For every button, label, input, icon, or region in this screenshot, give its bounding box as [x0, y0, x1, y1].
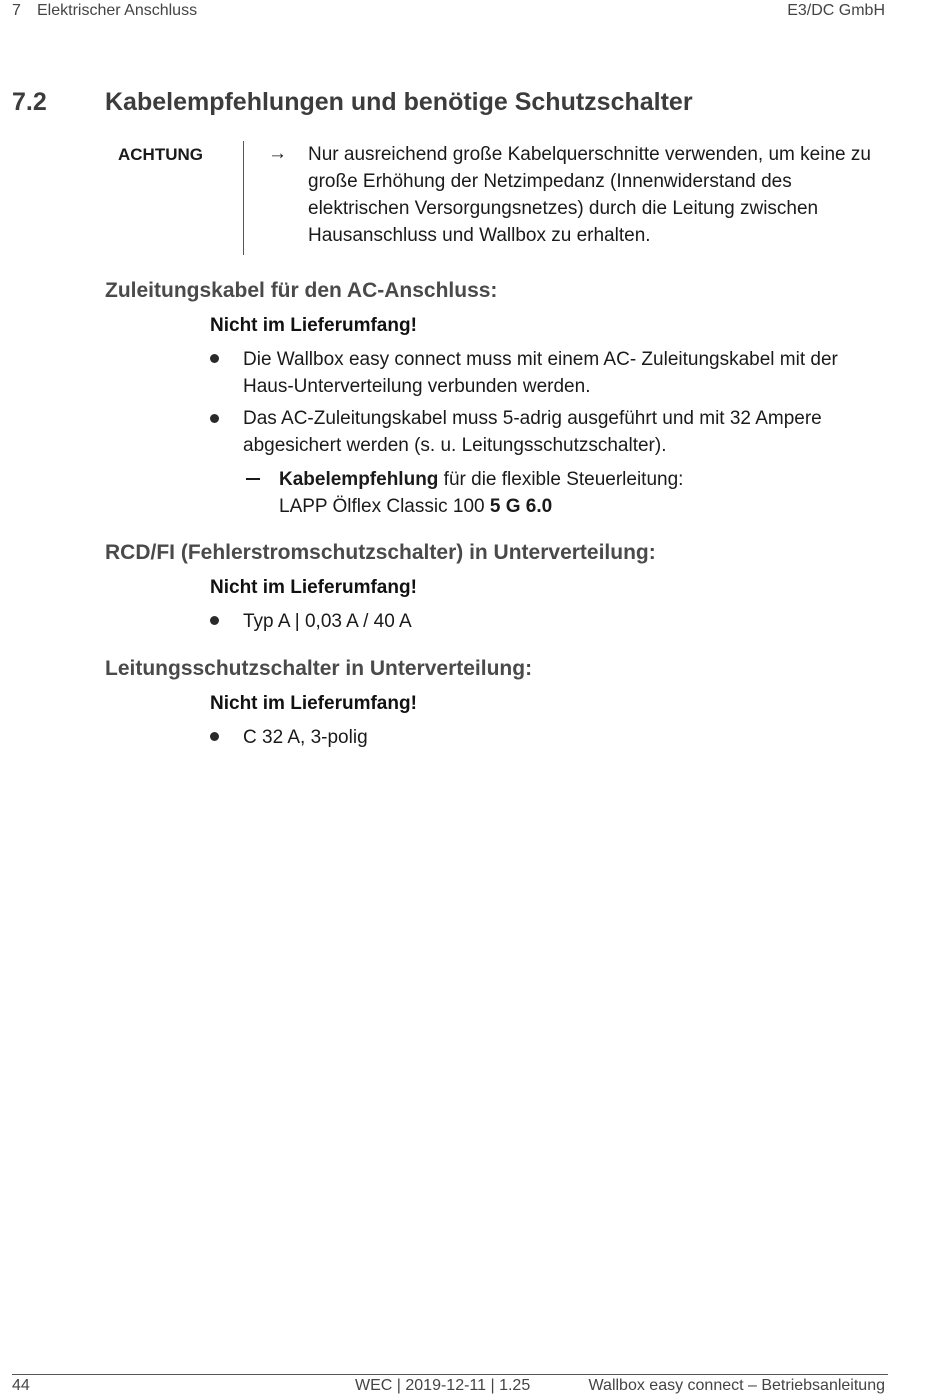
bullet-icon	[210, 414, 219, 423]
rcd-heading: RCD/FI (Fehlerstromschutzschalter) in Unterverteilung:	[105, 541, 656, 564]
breaker-heading: Leitungsschutzschalter in Unterverteilung:	[105, 657, 533, 680]
rcd-note: Nicht im Lieferumfang!	[210, 577, 417, 598]
footer-manual-title: Wallbox easy connect – Betriebsanleitung	[588, 1377, 885, 1394]
dash-icon	[246, 478, 260, 480]
bullet-icon	[210, 616, 219, 625]
footer-divider	[12, 1374, 888, 1375]
list-item: C 32 A, 3-polig	[243, 727, 368, 748]
header-company: E3/DC GmbH	[787, 2, 885, 19]
recommendation-product: LAPP Ölflex Classic 100	[279, 496, 490, 517]
header-chapter-title: Elektrischer Anschluss	[37, 2, 198, 19]
section-number: 7.2	[12, 88, 47, 116]
supply-cable-heading: Zuleitungskabel für den AC-Anschluss:	[105, 279, 498, 302]
arrow-right-icon: →	[268, 143, 287, 164]
list-item: Typ A | 0,03 A / 40 A	[243, 611, 412, 632]
warning-text: Nur ausreichend große Kabelquerschnitte verwenden, um keine zu große Erhöhung der Netzimpedanz (Innenwiderstand des elektrischen Versorgungsnetzes) durch die Leitung zwischen Hausanschluss und Wallbox zu erhalten.	[308, 144, 871, 246]
bullet-icon	[210, 354, 219, 363]
cable-recommendation	[279, 466, 879, 520]
recommendation-spec: 5 G 6.0	[489, 496, 553, 517]
page-number: 44	[12, 1377, 30, 1394]
bullet-icon	[210, 732, 219, 741]
list-item: Die Wallbox easy connect muss mit einem AC- Zuleitungskabel mit der Haus-Unterverteilung verbunden werden.	[243, 349, 838, 397]
section-title: Kabelempfehlungen und benötige Schutzschalter	[105, 88, 693, 116]
warning-divider	[243, 141, 244, 255]
warning-label: ACHTUNG	[118, 145, 203, 164]
footer-doc-info: WEC | 2019-12-11 | 1.25	[355, 1377, 531, 1394]
header-chapter-number: 7	[12, 2, 21, 19]
list-item: Das AC-Zuleitungskabel muss 5-adrig ausgeführt und mit 32 Ampere abgesichert werden (s. u. Leitungsschutzschalter).	[243, 408, 822, 456]
recommendation-label: Kabelempfehlung	[279, 469, 439, 490]
supply-cable-note: Nicht im Lieferumfang!	[210, 315, 417, 336]
recommendation-text: für die flexible Steuerleitung:	[438, 469, 684, 490]
breaker-note: Nicht im Lieferumfang!	[210, 693, 417, 714]
